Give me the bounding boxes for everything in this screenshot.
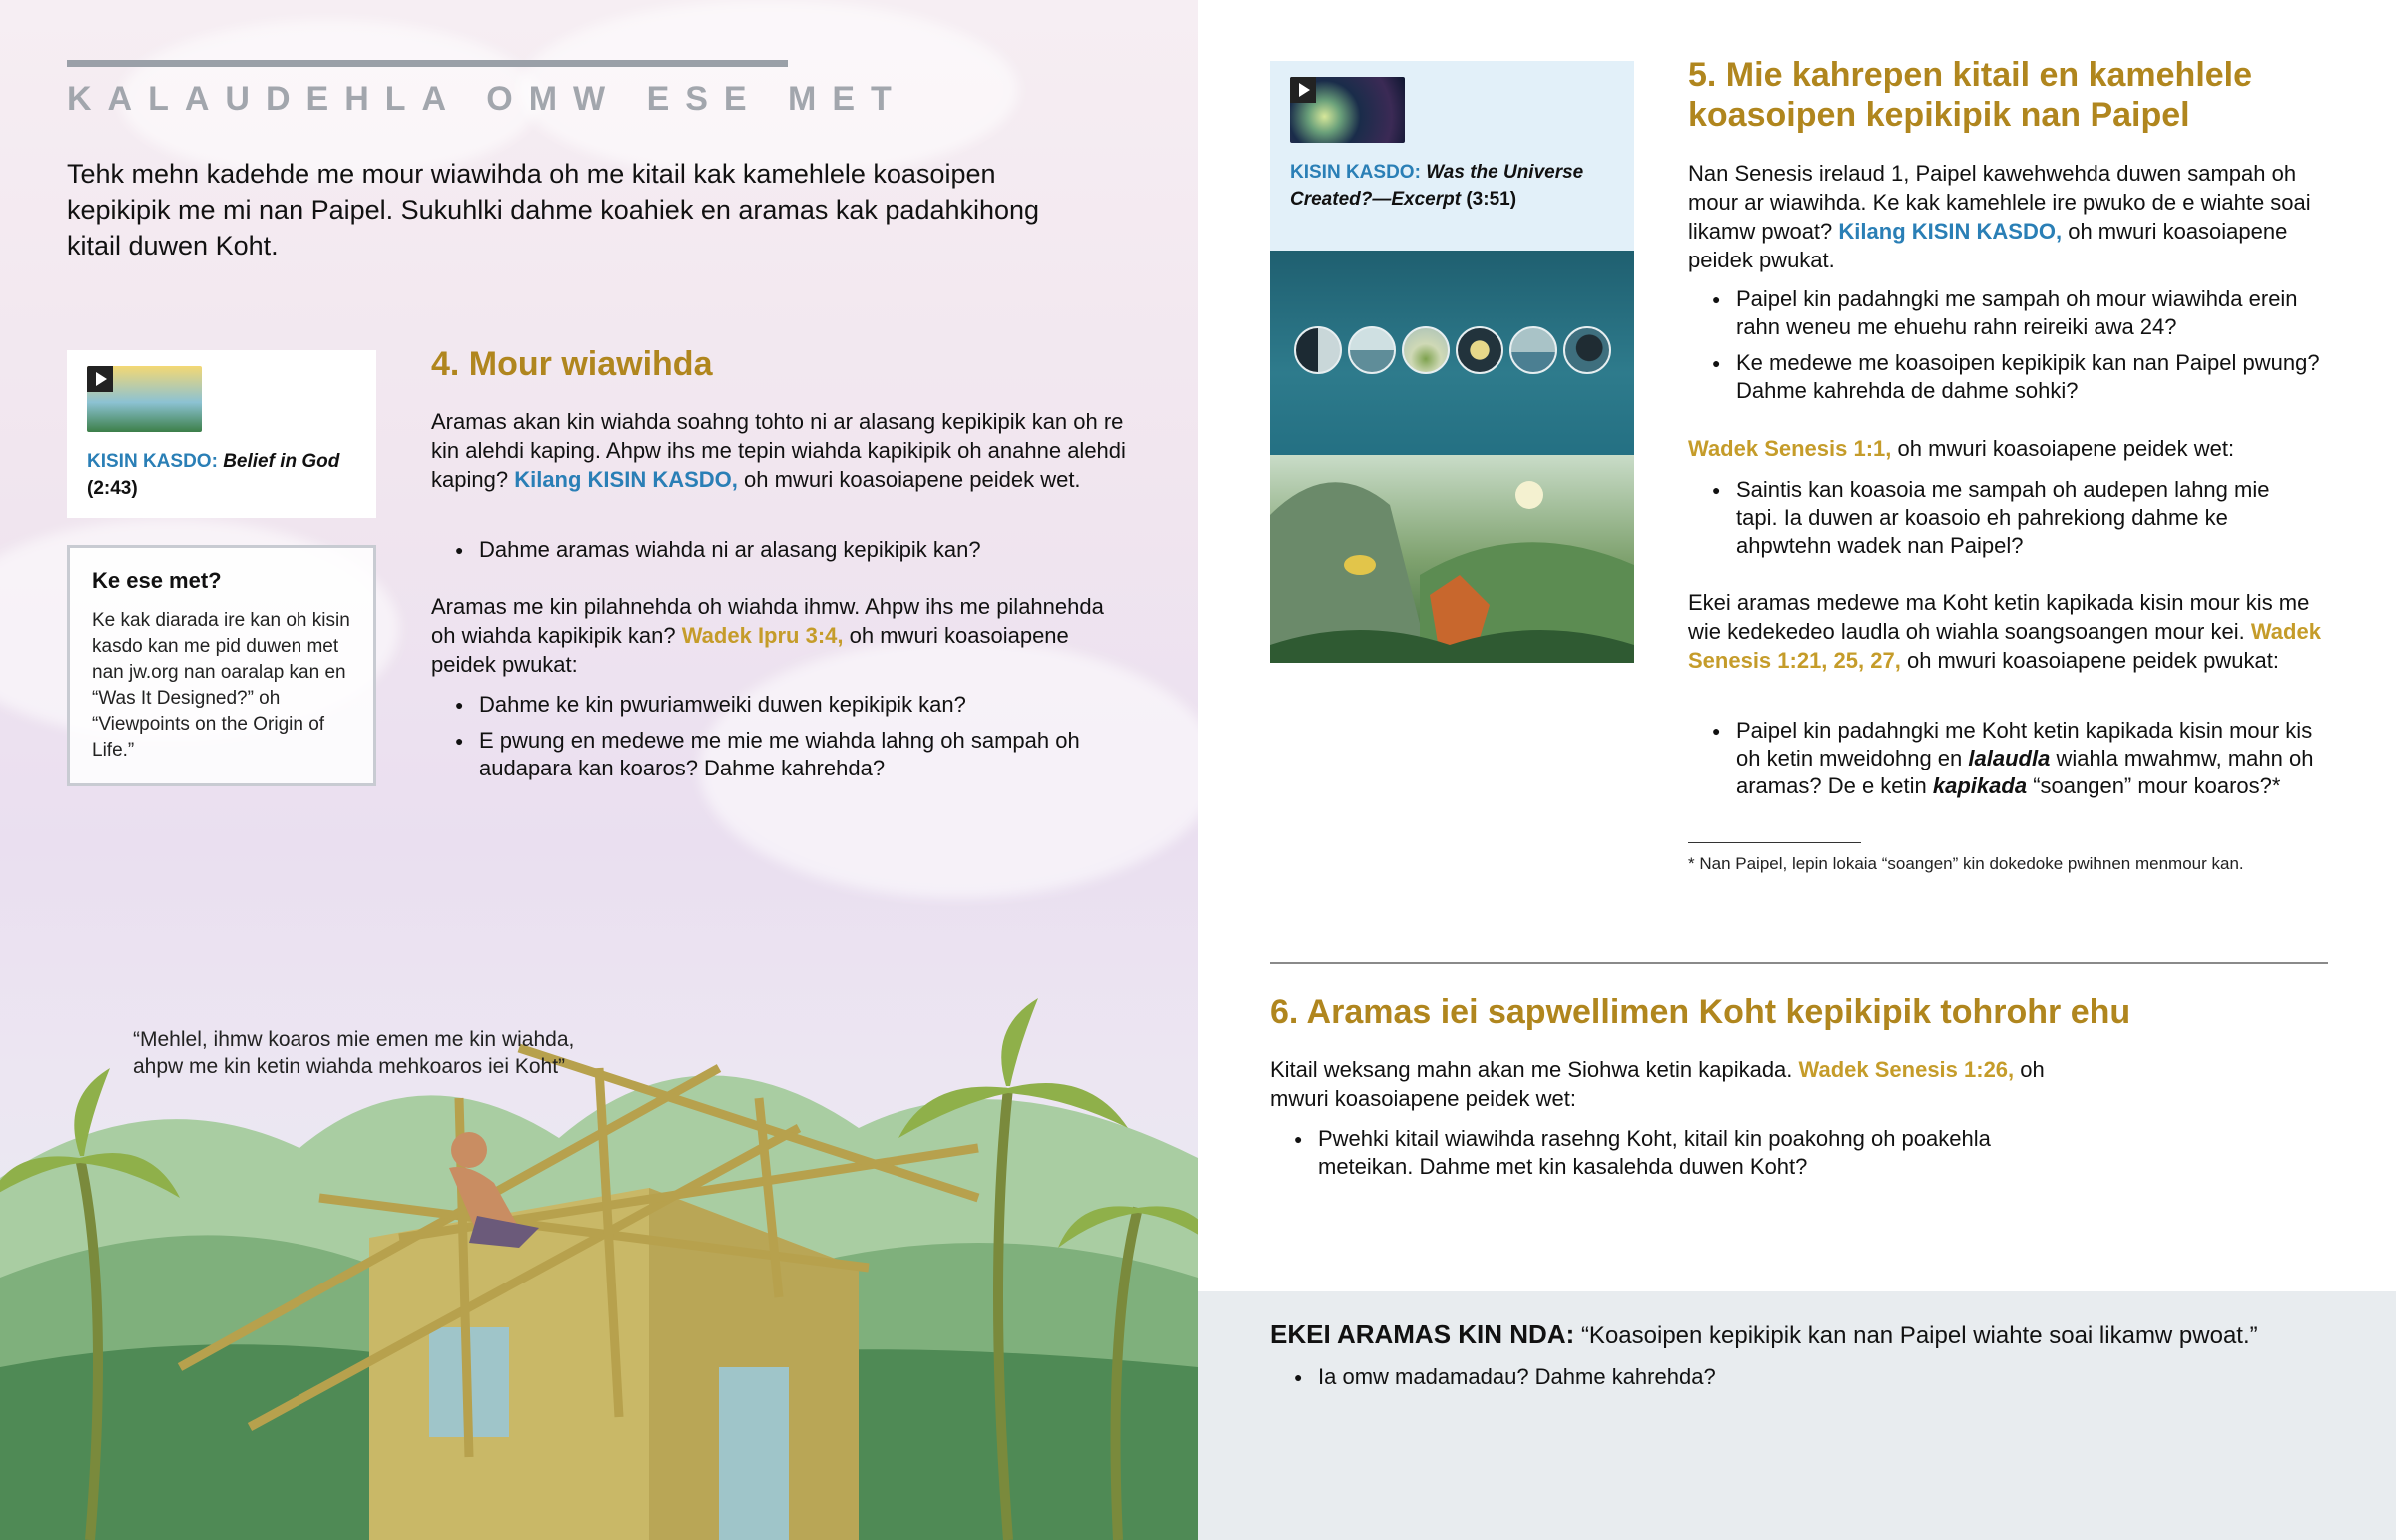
video-link[interactable]: Kilang KISIN KASDO, [514,467,738,492]
video-label: KISIN KASDO: Was the Universe Created?—Excerpt (3:51) [1290,162,1584,210]
section-5-bullets-2 [1688,476,2287,568]
video-thumbnail[interactable] [87,366,202,432]
section-5-bullets-1 [1688,285,2337,413]
did-you-know-box [67,545,376,786]
intro-paragraph: Tehk mehn kadehde me mour wiawihda oh me kitail kak kamehlele koasoipen kepikipik me mi nan Paipel. Sukuhlki dahme koahiek en aramas kak padahkihong kitail duwen Koht. [67,159,1040,260]
scripture-reference[interactable]: Wadek Senesis 1:1, [1688,436,1892,461]
section-4-bullets-2 [431,691,1080,790]
bullet-item: ● Ke medewe me koasoipen kepikipik kan nan Paipel pwung? Dahme kahrehda de dahme sohki? [1688,349,2337,405]
section-6-paragraph: Kitail weksang mahn akan me Siohwa ketin kapikada. Wadek Senesis 1:26, oh mwuri koasoiapene peidek wet: [1270,1057,2045,1111]
scripture-reference[interactable]: Wadek Senesis 1:21, 25, 27, [1688,619,2321,673]
bullet-item: ● Paipel kin padahngki me Koht ketin kapikada kisin mour kis oh ketin mweidohng en lalaudla wiahla mwahmw, mahn oh aramas? De e ketin kapikada “soangen” mour koaros?* [1688,717,2337,800]
some-people-say-label: EKEI ARAMAS KIN NDA: [1270,1319,1575,1349]
section-4-heading: 4. Mour wiawihda [431,345,713,383]
day-2-icon [1348,326,1396,374]
section-4-paragraph-1: Aramas akan kin wiahda soahng tohto ni ar alasang kepikipik kan oh re kin alehdi kaping. Ahpw ihs me tepin wiahda kapikipik oh anahne alehdi kaping? Kilang KISIN KASDO, oh mwuri koasoiapene peidek wet. [431,409,1126,492]
day-6-icon [1563,326,1611,374]
forest-scene [1270,455,1634,663]
creation-days-illustration [1270,251,1634,455]
footnote-rule [1688,842,1861,843]
some-people-say-quote: “Koasoipen kepikipik kan nan Paipel wiahte soai likamw pwoat.” [1580,1322,2258,1349]
hut-building-illustration [0,898,1198,1540]
section-6-bullets [1270,1125,2049,1189]
forest-animals-illustration [1270,455,1634,663]
day-4-icon [1456,326,1503,374]
bullet-item: ● E pwung en medewe me mie me wiahda lahng oh sampah oh audapara kan koaros? Dahme kahrehda? [431,727,1080,782]
section-4-bullets-1 [431,536,1130,572]
video-card-belief-in-god[interactable] [67,350,376,518]
day-3-icon [1402,326,1450,374]
image-caption-quote: “Mehlel, ihmw koaros mie emen me kin wiahda, ahpw me kin ketin wiahda mehkoaros iei Koht” [133,1028,575,1078]
section-divider [1270,962,2328,964]
video-link[interactable]: Kilang KISIN KASDO, [1838,219,2063,244]
box-title: Ke ese met? [92,568,222,593]
bullet-item: ● Paipel kin padahngki me sampah oh mour wiawihda erein rahn weneu me ehuehu rahn reireiki awa 24? [1688,285,2337,341]
section-5-heading: 5. Mie kahrepen kitail en kamehlele koasoipen kepikipik nan Paipel [1688,56,2253,134]
section-5-paragraph-1: Nan Senesis irelaud 1, Paipel kawehwehda duwen sampah oh mour ar wiawihda. Ke kak kamehlele ire pwuko de e wiahte soai likamw pwoat? Kilang KISIN KASDO, oh mwuri koasoiapene peidek pwukat. [1688,161,2311,272]
some-people-say [1270,1318,2258,1352]
bullet-item: ● Dahme ke kin pwuriamweiki duwen kepikipik kan? [431,691,1080,719]
bullet-item: ● Pwehki kitail wiawihda rasehng Koht, kitail kin poakohng oh poakehla meteikan. Dahme met kin kasalehda duwen Koht? [1270,1125,2049,1181]
some-people-say-bullets [1270,1363,2168,1399]
bullet-item: ● Dahme aramas wiahda ni ar alasang kepikipik kan? [431,536,1130,564]
video-card-universe-created[interactable] [1270,61,1634,251]
day-5-icon [1509,326,1557,374]
scripture-reference[interactable]: Wadek Senesis 1:26, [1798,1057,2015,1082]
box-body: Ke kak diarada ire kan oh kisin kasdo kan me pid duwen met nan jw.org nan oaralap kan en “Was It Designed?” oh “Viewpoints on the Origin of Life.” [92,610,350,761]
play-icon[interactable] [87,366,113,392]
section-rule [67,60,788,67]
section-5-bullets-3 [1688,717,2337,808]
section-4-paragraph-2: Aramas me kin pilahnehda oh wiahda ihmw. Ahpw ihs me pilahnehda oh wiahda kapikipik kan? Wadek Ipru 3:4, oh mwuri koasoiapene peidek pwukat: [431,594,1104,677]
section-kicker: KALAUDEHLA OMW ESE MET [67,80,907,118]
play-icon[interactable] [1290,77,1316,103]
day-1-icon [1294,326,1342,374]
bullet-item: ● Saintis kan koasoia me sampah oh audepen lahng mie tapi. Ia duwen ar koasoio eh pahrekiong dahme ke ahpwtehn wadek nan Paipel? [1688,476,2287,560]
footnote: * Nan Paipel, lepin lokaia “soangen” kin dokedoke pwihnen menmour kan. [1688,854,2244,873]
bullet-item: ● Ia omw madamadau? Dahme kahrehda? [1270,1363,2168,1391]
section-6-heading: 6. Aramas iei sapwellimen Koht kepikipik tohrohr ehu [1270,993,2131,1031]
section-5-paragraph-2: Wadek Senesis 1:1, oh mwuri koasoiapene peidek wet: [1688,436,2235,461]
scripture-reference[interactable]: Wadek Ipru 3:4, [681,623,844,648]
section-5-paragraph-3: Ekei aramas medewe ma Koht ketin kapikada kisin mour kis me wie kedekedeo laudla oh wiahla soangsoangen mour kei. Wadek Senesis 1:21, 25, 27, oh mwuri koasoiapene peidek pwukat: [1688,590,2321,673]
video-thumbnail[interactable] [1290,77,1405,143]
video-label: KISIN KASDO: Belief in God (2:43) [87,451,340,499]
